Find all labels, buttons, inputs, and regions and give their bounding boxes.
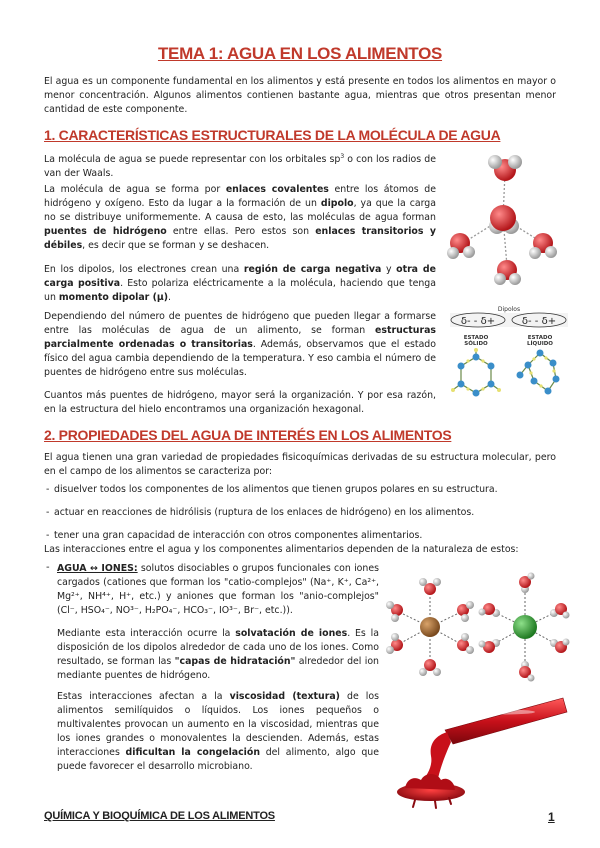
s1-paragraph-3: En los dipolos, los electrones crean una región de carga negativa y otra de carga positiva. Esto polariza eléctricamente a la molécula, haciendo que tenga un momento dipolar (µ). [44,264,436,303]
svg-text:SÓLIDO: SÓLIDO [464,341,488,347]
list-item: - tener una gran capacidad de interacción con otros componentes alimentarios. [44,529,556,543]
cation-sphere [420,617,440,637]
intro-paragraph: El agua es un componente fundamental en los alimentos y está presente en todos los alimentos en mayor o menor concentración. Algunos alimentos contienen bastante agua, mientras que otros presentan menor cantidad de este componente. [44,76,556,115]
svg-text:LÍQUIDO: LÍQUIDO [527,341,553,347]
s1-paragraph-1: La molécula de agua se puede representar con los orbitales $sp^3$ o con los radios de van der Waals. [44,153,436,180]
ion-paragraph-2: Mediante esta interacción ocurre la solvatación de iones. Es la disposición de los dipolos alrededor de cada uno de los iones. Como resultado, se forman las "capas de hidratación" alrededor del ion mediante puentes de hidrógeno. [57,628,379,681]
s2-paragraph-1: El agua tienen una gran variedad de propiedades fisicoquímicas derivadas de su estructura molecular, pero en el campo de los alimentos se caracteriza por: [44,452,556,477]
hydration-shells-figure [385,572,570,682]
water-molecules-figure [445,148,560,288]
s1-paragraph-2: La molécula de agua se forma por enlaces covalentes entre los átomos de hidrógeno y oxígeno. Esto da lugar a la formación de un dipolo, ya que la carga no se distribuye uniformemente. A causa de esto, las moléculas de agua forman puentes de hidrógeno entre ellas. Pero estos son enlaces transitorios y débiles, es decir que se forman y se deshacen. [44,184,437,251]
ion-paragraph-1: AGUA ↔ IONES: solutos disociables o grupos funcionales con iones cargados (cationes que forman los "catio-complejos" (Na⁺, K⁺, Ca²⁺, Mg²⁺, NH⁴⁺, H⁺, etc.) y aniones que forman los "anio-complejos" (Cl⁻, HSO₄⁻, NO³⁻, H₂PO₄⁻, HCO₃⁻, IO³⁻, Br⁻, etc.)). [57,563,380,616]
s1-paragraph-5: Cuantos más puentes de hidrógeno, mayor será la organización. Y por esa razón, en la estructura del hielo encontramos una organización hexagonal. [44,390,436,415]
viscous-liquid-figure [385,692,570,810]
dipole-left: δ- - δ+ [460,316,496,327]
anion-sphere [513,615,537,639]
ion-bullet-marker: - [46,562,50,573]
s2-paragraph-2: Las interacciones entre el agua y los componentes alimentarios dependen de la naturaleza de estos: [44,544,519,555]
footer-course-title: QUÍMICA Y BIOQUÍMICA DE LOS ALIMENTOS [44,810,275,822]
svg-text:ESTADO: ESTADO [463,335,489,341]
page-title: TEMA 1: AGUA EN LOS ALIMENTOS [157,44,443,63]
svg-text:ESTADO: ESTADO [527,335,553,341]
section-2-heading: 2. PROPIEDADES DEL AGUA DE INTERÉS EN LOS ALIMENTOS [44,427,452,443]
s1-paragraph-4: Dependiendo del número de puentes de hidrógeno que pueden llegar a formarse entre las moléculas de agua de un alimento, se forman estructuras parcialmente ordenadas o transitorias. Además, observamos que el estado físico del agua cambia dependiendo de la temperatura. Y eso cambia el número de puentes de hidrógeno entre sus moléculas. [44,311,436,378]
section-1-heading: 1. CARACTERÍSTICAS ESTRUCTURALES DE LA MOLÉCULA DE AGUA [44,127,501,143]
dipoles-figure [448,305,570,425]
list-item: - actuar en reacciones de hidrólisis (ruptura de los enlaces de hidrógeno) en los alimentos. [44,506,556,520]
list-item: - disuelver todos los componentes de los alimentos que tienen grupos polares en su estructura. [44,483,556,497]
dipole-right: δ- - δ+ [521,316,557,327]
page-number: 1 [548,810,555,824]
properties-list [44,483,556,552]
dipoles-label: Dipolos [497,306,521,313]
ion-paragraph-3: Estas interacciones afectan a la viscosidad (textura) de los alimentos semilíquidos o líquidos. Los iones pequeños o multivalentes provocan un aumento en la viscosidad, mientras que los iones grandes o monovalentes la descienden. Además, estas interacciones dificultan la congelación del alimento, algo que puede favorecer el desarrollo microbiano. [57,691,379,772]
